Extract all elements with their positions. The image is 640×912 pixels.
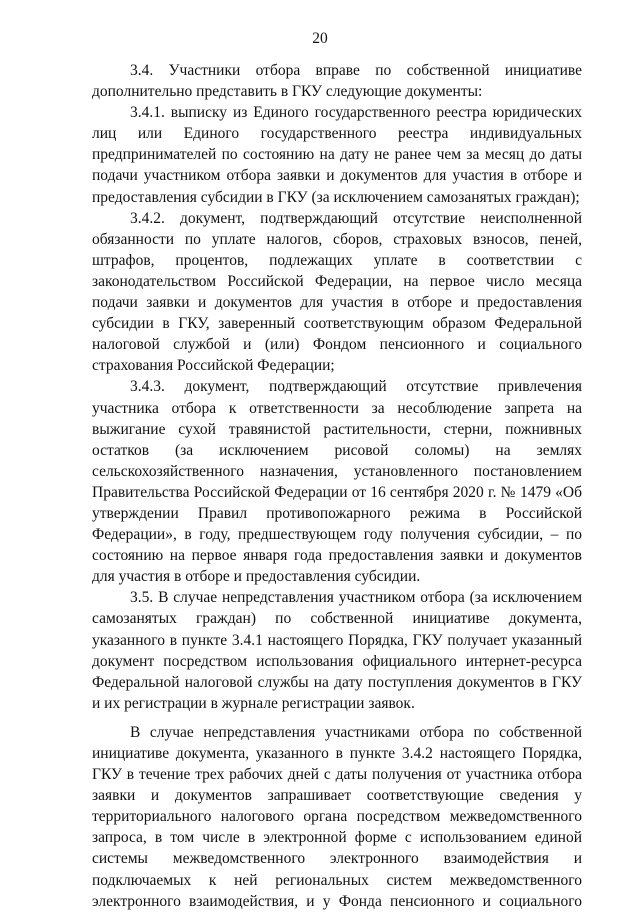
paragraph-3-4-1: 3.4.1. выписку из Единого государственного реестра юридических лиц или Единого государственного реестра индивидуальных предпринимателей по состоянию на дату не ранее чем за месяц до даты подачи участником отбора заявки и документов для участия в отборе и предоставления субсидии в ГКУ (за исключением самозанятых граждан); — [92, 104, 582, 206]
paragraph-3-5-continued: В случае непредставления участниками отбора по собственной инициативе документа, указанного в пункте 3.4.2 настоящего Порядка, ГКУ в течение трех рабочих дней с даты получения от участника отбора заявки и документов запрашивает соответствующие сведения у территориального налогового органа посредством межведомственного запроса, в том числе в электронной форме с использованием единой системы межведомственного электронного взаимодействия и подключаемых к ней региональных систем межведомственного электронного взаимодействия, и у Фонда пенсионного и социального — [92, 723, 582, 910]
paragraph-3-4-3: 3.4.3. документ, подтверждающий отсутствие привлечения участника отбора к ответственности за несоблюдение запрета на выжигание сухой травянистой растительности, стерни, пожнивных остатков (за исключением рисовой соломы) на землях сельскохозяйственного назначения, установленного постановлением Правительства Российской Федерации от 16 сентября 2020 г. № 1479 «Об утверждении Правил противопожарного режима в Российской Федерации», в году, предшествующем году получения субсидии, – по состоянию на первое января года предоставления заявки и документов для участия в отборе и предоставления субсидии. — [92, 378, 582, 586]
paragraph-3-4: 3.4. Участники отбора вправе по собственной инициативе дополнительно представить в ГКУ следующие документы: — [92, 62, 582, 101]
page-number: 20 — [312, 30, 328, 47]
paragraph-3-5: 3.5. В случае непредставления участником отбора (за исключением самозанятых граждан) по собственной инициативе документа, указанного в пункте 3.4.1 настоящего Порядка, ГКУ получает указанный документ посредством использования официального интернет-ресурса Федеральной налоговой службы на дату поступления документов в ГКУ и их регистрации в журнале регистрации заявок. — [92, 589, 582, 712]
document-body — [92, 60, 582, 912]
paragraph-3-4-2: 3.4.2. документ, подтверждающий отсутствие неисполненной обязанности по уплате налогов, сборов, страховых взносов, пеней, штрафов, процентов, подлежащих уплате в соответствии с законодательством Российской Федерации, на первое число месяца подачи заявки и документов для участия в отборе и предоставления субсидии в ГКУ, заверенный соответствующим образом Федеральной налоговой службой и (или) Фондом пенсионного и социального страхования Российской Федерации; — [92, 209, 582, 375]
